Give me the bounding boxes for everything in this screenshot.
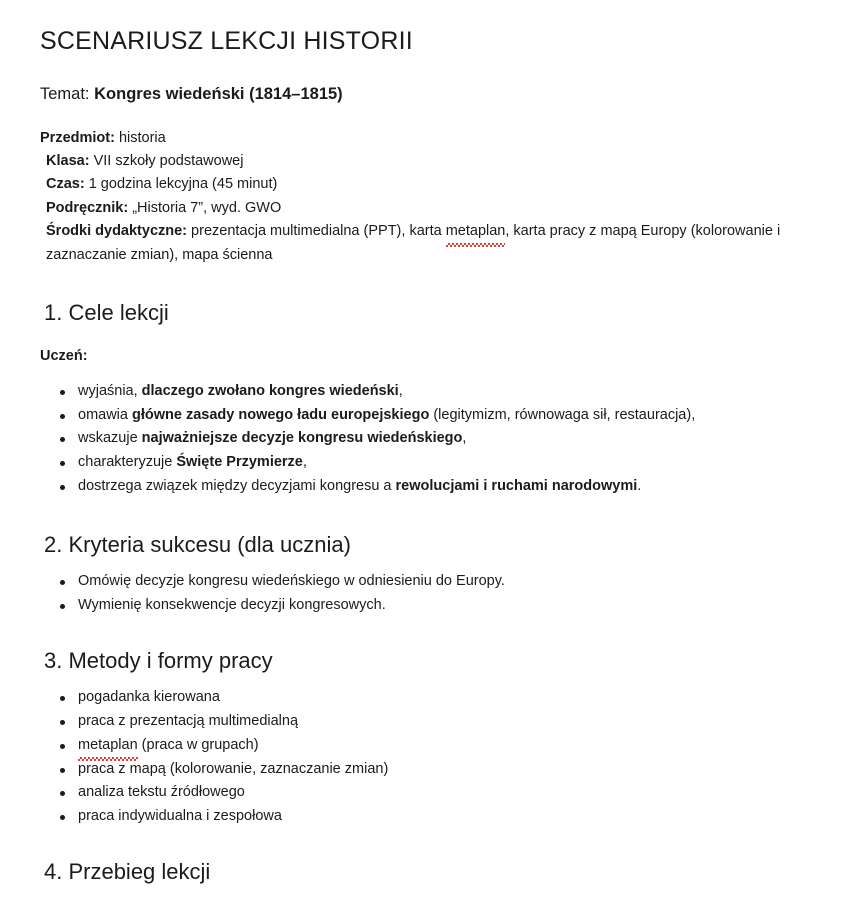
bullet-list-metody-i-formy-pracy [40, 686, 814, 829]
item-text-plain-2: (legitymizm, równowaga sił, restauracja), [429, 406, 696, 423]
spellcheck-error-metaplan: metaplan [78, 734, 138, 758]
item-text-plain-1: praca indywidualna i zespołowa [78, 808, 282, 825]
item-text-plain-1: dostrzega związek między decyzjami kongresu a [78, 477, 396, 494]
list-item [40, 758, 814, 782]
section-heading-cele-lekcji: 1. Cele lekcji [44, 300, 169, 326]
item-text-plain-1: wyjaśnia, [78, 382, 142, 399]
meta-value: VII szkoły podstawowej [93, 153, 244, 169]
item-text-plain-1: charakteryzuje [78, 454, 177, 471]
meta-value: historia [118, 129, 166, 146]
list-item [40, 427, 814, 451]
meta-key: Podręcznik: [46, 199, 129, 216]
list-item [40, 451, 814, 475]
item-text-plain-1: praca z mapą (kolorowanie, zaznaczanie zmian) [78, 760, 389, 777]
meta-value: 1 godzina lekcyjna (45 minut) [88, 176, 278, 193]
item-text-plain-2: , [462, 430, 467, 447]
list-item [40, 475, 814, 499]
list-item [40, 380, 814, 404]
meta-value-part-2: , karta pracy z mapą Europy (kolorowanie i zaznaczanie zmian), mapa ścienna [46, 223, 781, 263]
list-item [40, 781, 814, 805]
page-title: SCENARIUSZ LEKCJI HISTORII [40, 27, 413, 55]
meta-row-przedmiot [40, 127, 814, 150]
topic-label: Temat: [40, 85, 90, 104]
item-text-plain-1: wskazuje [78, 430, 142, 447]
list-item [40, 734, 814, 758]
list-item [40, 404, 814, 428]
topic-value: Kongres wiedeński (1814–1815) [94, 85, 343, 104]
item-text-plain-1: pogadanka kierowana [78, 689, 220, 706]
section-heading-przebieg-lekcji: 4. Przebieg lekcji [44, 858, 211, 884]
item-text-plain-1: praca z prezentacją multimedialną [78, 713, 299, 730]
list-item [40, 570, 814, 594]
item-text-plain-1: omawia [78, 406, 132, 423]
meta-row-podrecznik [40, 197, 814, 220]
list-item [40, 686, 814, 710]
meta-row-klasa [40, 150, 814, 173]
item-text-bold: najważniejsze decyzje kongresu wiedeńskiego [141, 430, 463, 447]
item-text-bold: dlaczego zwołano kongres wiedeński [141, 382, 399, 399]
bullet-list-kryteria-sukcesu [40, 570, 814, 618]
list-item [40, 710, 814, 734]
section-heading-kryteria-sukcesu: 2. Kryteria sukcesu (dla ucznia) [44, 531, 351, 557]
item-text-bold: Święte Przymierze [176, 454, 303, 471]
item-text-plain-2: . [637, 477, 642, 494]
item-text-plain-1: Omówię decyzje kongresu wiedeńskiego w odniesieniu do Europy. [78, 573, 505, 590]
item-text-plain-2: , [302, 454, 307, 471]
spellcheck-error-metaplan: metaplan [446, 220, 506, 243]
section-heading-metody-i-formy-pracy: 3. Metody i formy pracy [44, 647, 273, 673]
meta-row-srodki-dydaktyczne [40, 220, 814, 267]
meta-key: Klasa: [46, 153, 90, 169]
item-text-bold: rewolucjami i ruchami narodowymi [395, 477, 638, 494]
meta-value-part-1: prezentacja multimedialna (PPT), karta [191, 223, 446, 240]
item-text-plain-1: Wymienię konsekwencje decyzji kongresowych. [78, 597, 386, 614]
meta-key: Przedmiot: [40, 129, 115, 146]
item-text-plain-2: , [398, 382, 403, 399]
item-text-plain-1: analiza tekstu źródłowego [78, 784, 245, 801]
metadata-block [40, 127, 814, 268]
meta-value: „Historia 7”, wyd. GWO [132, 199, 282, 216]
list-item [40, 594, 814, 618]
item-text-plain-2: (praca w grupach) [137, 736, 259, 753]
lead-in-uczen: Uczeń: [40, 347, 88, 364]
meta-key: Czas: [46, 176, 85, 193]
meta-row-czas [40, 173, 814, 196]
topic-line [40, 83, 814, 105]
item-text-bold: główne zasady nowego ładu europejskiego [132, 406, 430, 423]
meta-key: Środki dydaktyczne: [46, 223, 188, 240]
list-item [40, 805, 814, 829]
bullet-list-cele-lekcji [40, 380, 814, 499]
